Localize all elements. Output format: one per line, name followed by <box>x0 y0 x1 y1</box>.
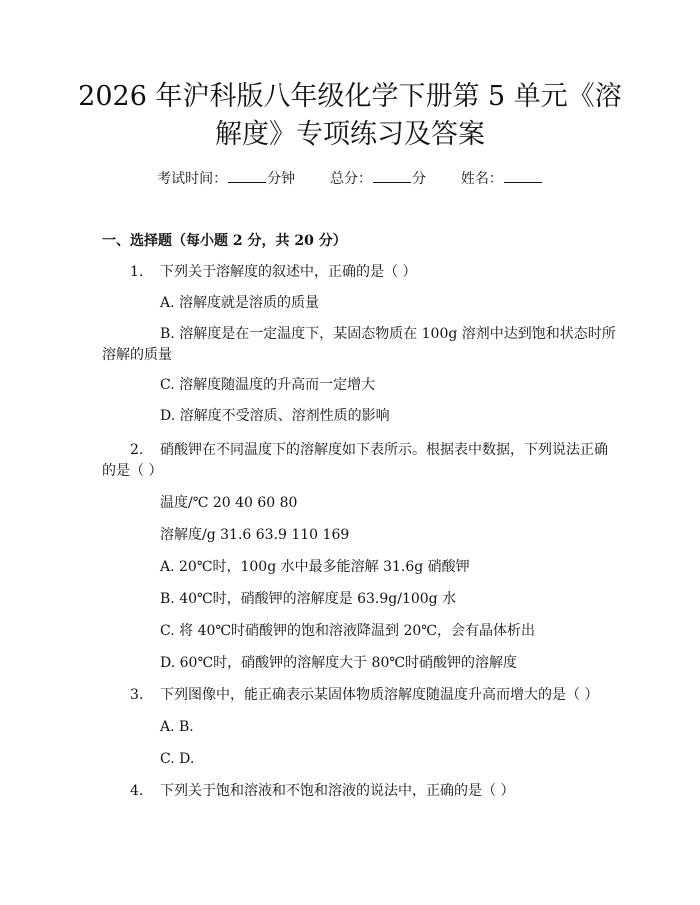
option-c: C. 溶解度随温度的升高而一定增大 <box>160 377 376 393</box>
option-a: A. 溶解度就是溶质的质量 <box>160 295 320 311</box>
solubility-table-row-solubility: 溶解度/g 31.6 63.9 110 169 <box>160 527 350 543</box>
question-2-continued: 的是（ ） <box>102 463 163 479</box>
option-b: B. 溶解度是在一定温度下，某固态物质在 100g 溶剂中达到饱和状态时所 <box>160 326 616 342</box>
solubility-table-row-temperature: 温度/℃ 20 40 60 80 <box>160 495 298 511</box>
option-d: D. 60℃时，硝酸钾的溶解度大于 80℃时硝酸钾的溶解度 <box>160 655 518 671</box>
document-title-line-2: 解度》专项练习及答案 <box>215 119 485 150</box>
exam-info-row <box>0 168 700 189</box>
option-b-continued: 溶解的质量 <box>102 347 172 363</box>
option-b: B. 40℃时，硝酸钾的溶解度是 63.9g/100g 水 <box>160 591 457 607</box>
score-label: 总分： <box>330 171 372 187</box>
exam-time-label: 考试时间： <box>157 171 228 187</box>
question-text: 下列图像中，能正确表示某固体物质溶解度随温度升高而增大的是（ ） <box>160 687 599 703</box>
question-text: 硝酸钾在不同温度下的溶解度如下表所示。根据表中数据，下列说法正确 <box>160 442 608 458</box>
options-c-d: C. D. <box>160 751 195 767</box>
question-number: 2. <box>130 442 144 458</box>
option-c: C. 将 40℃时硝酸钾的饱和溶液降温到 20℃，会有晶体析出 <box>160 623 535 639</box>
question-number: 3. <box>130 687 144 703</box>
option-a: A. 20℃时，100g 水中最多能溶解 31.6g 硝酸钾 <box>160 559 470 575</box>
question-number: 1. <box>130 264 144 280</box>
name-blank <box>504 168 542 183</box>
score-unit: 分 <box>412 171 426 187</box>
options-a-b: A. B. <box>160 719 194 735</box>
option-d: D. 溶解度不受溶质、溶剂性质的影响 <box>160 408 390 424</box>
question-number: 4. <box>130 783 144 799</box>
question-text: 下列关于饱和溶液和不饱和溶液的说法中，正确的是（ ） <box>160 783 515 799</box>
exam-time-unit: 分钟 <box>267 171 296 187</box>
question-text: 下列关于溶解度的叙述中，正确的是（ ） <box>160 264 417 280</box>
name-label: 姓名： <box>460 171 503 187</box>
section-title: 一、选择题（每小题 2 分，共 20 分） <box>102 233 347 249</box>
document-title-line-1: 2026 年沪科版八年级化学下册第 5 单元《溶 <box>78 81 622 112</box>
score-blank <box>373 168 411 183</box>
exam-time-blank <box>228 168 266 183</box>
